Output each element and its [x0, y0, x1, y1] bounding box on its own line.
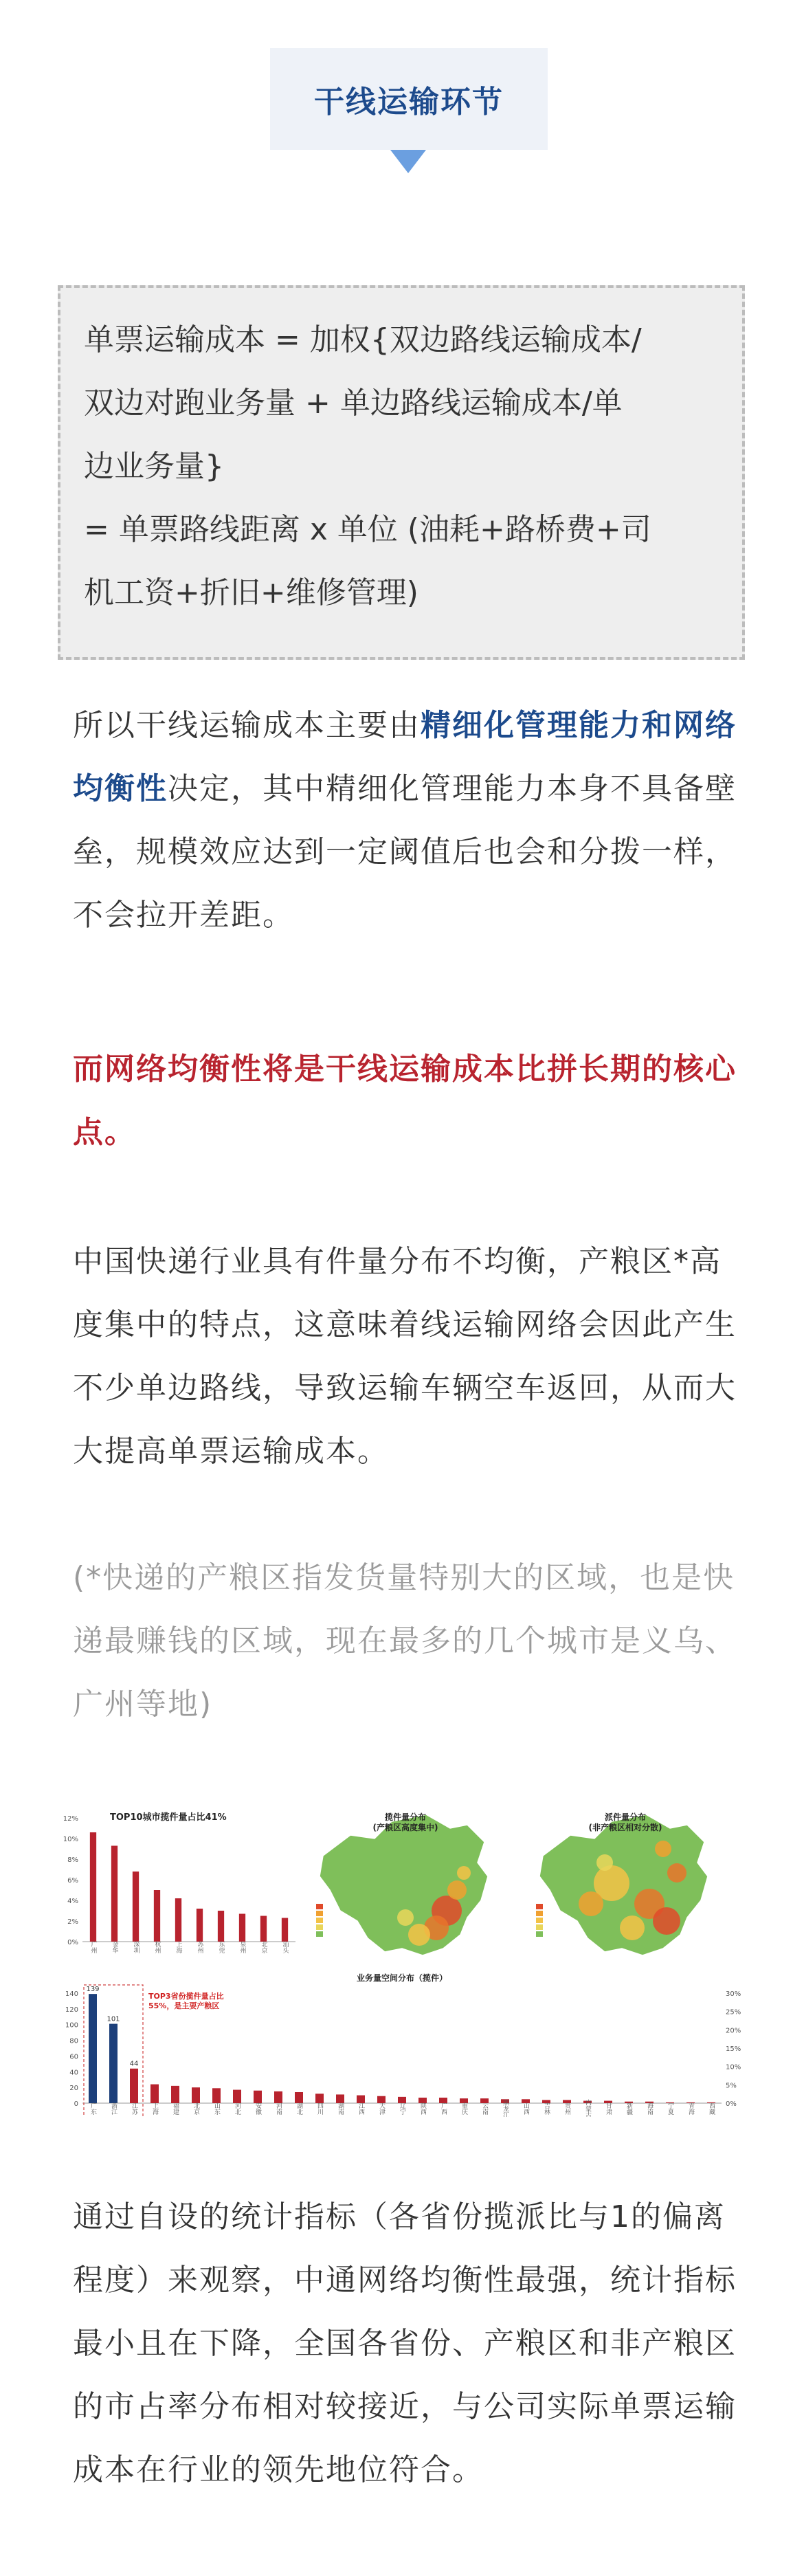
bar [274, 2091, 282, 2103]
para-text: 决定，其中精细化管理能力本身不具备壁垒，规模效应达到一定阈值后也会和分拨一样，不会拉开差距。 [73, 771, 737, 933]
chart-annotation: TOP3省份揽件量占比 [148, 1992, 224, 2001]
heat-spot [579, 1891, 603, 1916]
figure-express-distribution [55, 1801, 749, 2117]
y2-tick-label: 10% [726, 2063, 741, 2072]
map-title: 派件量分布 [604, 1812, 647, 1822]
bar [295, 2092, 303, 2103]
x-tick-label: 北京 [192, 2102, 199, 2115]
map-title: 揽件量分布 [384, 1812, 427, 1822]
legend-swatch [316, 1924, 323, 1930]
legend-swatch [536, 1924, 543, 1930]
x-tick-label: 河南 [275, 2102, 282, 2115]
map-title: (产粮区高度集中) [372, 1823, 438, 1832]
y-tick-label: 80 [69, 2037, 78, 2045]
y-tick-label: 0 [74, 2100, 78, 2108]
bar [133, 1872, 139, 1942]
x-tick-label: 吉林 [543, 2102, 550, 2115]
heat-spot [596, 1854, 613, 1871]
y-tick-label: 40 [69, 2069, 78, 2077]
legend-swatch [536, 1904, 543, 1909]
x-tick-label: 广州 [89, 1941, 97, 1953]
x-tick-label: 湖南 [337, 2102, 344, 2115]
chart-title: 业务量空间分布（揽件） [356, 1973, 448, 1983]
pickup-map [316, 1812, 488, 1955]
y2-tick-label: 30% [726, 1990, 741, 1998]
y-tick-label: 140 [65, 1990, 78, 1998]
x-tick-label: 北京 [260, 1941, 267, 1953]
x-tick-label: 深圳 [132, 1941, 139, 1953]
x-tick-label: 内蒙古 [584, 2099, 591, 2117]
figure-svg [55, 1801, 749, 2117]
x-tick-label: 贵州 [563, 2102, 570, 2115]
formula-line: 机工资+折旧+维修管理) [84, 575, 418, 610]
legend-swatch [536, 1918, 543, 1923]
bar [171, 2086, 179, 2103]
x-tick-label: 海南 [646, 2102, 653, 2115]
bar [260, 1916, 267, 1942]
bar [197, 1909, 203, 1942]
paragraph-footnote: (*快递的产粮区指发货量特别大的区域，也是快递最赚钱的区域，现在最多的几个城市是义乌、广州等地) [73, 1560, 737, 1722]
y-tick-label: 8% [67, 1856, 78, 1864]
highlight-text: 精细化管理能力 [421, 708, 642, 743]
x-tick-label: 西藏 [708, 2102, 715, 2115]
heat-spot [447, 1880, 467, 1900]
y-tick-label: 20 [69, 2085, 78, 2093]
x-tick-label: 河北 [234, 2102, 241, 2115]
x-tick-label: 天津 [378, 2102, 385, 2115]
x-tick-label: 泉州 [238, 1941, 246, 1953]
x-tick-label: 山东 [213, 2102, 220, 2115]
heat-spot [653, 1907, 680, 1935]
province-chart [65, 1973, 741, 2117]
bar [130, 2069, 138, 2103]
y-tick-label: 0% [67, 1939, 78, 1946]
data-label: 101 [107, 2015, 120, 2023]
bar [212, 2088, 221, 2103]
data-label: 139 [86, 1986, 100, 1994]
paragraph-key-point: 而网络均衡性将是干线运输成本比拼长期的核心点。 [73, 1052, 737, 1150]
y2-tick-label: 0% [726, 2100, 737, 2108]
heat-spot [667, 1863, 686, 1883]
paragraph-conclusion: 通过自设的统计指标（各省份揽派比与1的偏离程度）来观察，中通网络均衡性最强，统计指标最小且在下降，全国各省份、产粮区和非产粮区的市占率分布相对较接近，与公司实际单票运输成本在行业的领先地位符合。 [73, 2199, 737, 2487]
x-tick-label: 广西 [440, 2102, 447, 2115]
x-tick-label: 东莞 [217, 1941, 225, 1953]
x-tick-label: 安徽 [254, 2102, 261, 2115]
x-tick-label: 湖北 [295, 2102, 302, 2115]
x-tick-label: 辽宁 [399, 2102, 405, 2115]
x-tick-label: 上海 [151, 2102, 158, 2115]
china-map [539, 1814, 708, 1955]
x-tick-label: 甘肃 [605, 2102, 612, 2115]
y2-tick-label: 15% [726, 2045, 741, 2053]
bar [154, 1890, 160, 1942]
formula-line: 单票运输成本 = 加权{双边路线运输成本/ [84, 322, 642, 357]
section-title-text: 干线运输环节 [314, 85, 504, 120]
section-title [270, 48, 548, 150]
x-tick-label: 四川 [316, 2102, 323, 2115]
x-tick-label: 宁夏 [667, 2102, 673, 2115]
chart-annotation: 55%，是主要产粮区 [148, 2001, 220, 2010]
paragraph-distribution: 中国快递行业具有件量分布不均衡，产粮区*高度集中的特点，这意味着线运输网络会因此产生不少单边路线，导致运输车辆空车返回，从而大大提高单票运输成本。 [73, 1244, 737, 1469]
bar [282, 1918, 288, 1942]
bar [150, 2085, 159, 2103]
heat-spot [397, 1909, 414, 1926]
x-tick-label: 浙江 [110, 2102, 117, 2115]
formula-line: 边业务量} [84, 449, 224, 484]
heat-spot [620, 1916, 645, 1940]
bar [175, 1898, 181, 1942]
y2-tick-label: 5% [726, 2082, 737, 2090]
bar [254, 2091, 262, 2103]
legend-swatch [316, 1931, 323, 1937]
y-tick-label: 6% [67, 1877, 78, 1885]
x-tick-label: 杭州 [153, 1941, 161, 1953]
x-tick-label: 江苏 [131, 2102, 137, 2115]
x-tick-label: 山西 [522, 2102, 529, 2115]
down-arrow-icon [390, 150, 426, 173]
legend-swatch [316, 1911, 323, 1916]
formula-box [58, 285, 745, 660]
bar [218, 1911, 224, 1942]
x-tick-label: 江西 [357, 2102, 364, 2115]
delivery-map [536, 1812, 708, 1955]
bar [192, 2087, 200, 2103]
map-title: (非产粮区相对分散) [588, 1823, 662, 1832]
x-tick-label: 广东 [89, 2102, 96, 2115]
y-tick-label: 60 [69, 2053, 78, 2061]
x-tick-label: 福建 [172, 2102, 179, 2115]
y-tick-label: 4% [67, 1898, 78, 1905]
china-map [320, 1814, 488, 1955]
legend-swatch [316, 1918, 323, 1923]
formula-line: 双边对跑业务量 + 单边路线运输成本/单 [84, 386, 623, 421]
x-tick-label: 黑龙江 [502, 2099, 509, 2117]
y-tick-label: 120 [65, 2006, 78, 2014]
x-tick-label: 苏州 [196, 1941, 203, 1953]
x-tick-label: 陕西 [419, 2102, 426, 2115]
x-tick-label: 云南 [481, 2102, 488, 2115]
y2-tick-label: 20% [726, 2027, 741, 2035]
highlight-text: 和网络均衡性 [73, 708, 737, 806]
para-text: 所以干线运输成本主要由 [73, 708, 421, 743]
x-tick-label: 汕头 [281, 1941, 289, 1953]
legend-swatch [536, 1911, 543, 1916]
bar [109, 2024, 118, 2103]
x-tick-label: 金华 [111, 1941, 118, 1953]
x-tick-label: 青海 [687, 2102, 694, 2115]
heat-spot [655, 1841, 671, 1857]
y-tick-label: 10% [63, 1836, 78, 1843]
y2-tick-label: 25% [726, 2008, 741, 2017]
bar [111, 1846, 118, 1942]
heat-spot [408, 1924, 430, 1946]
heat-spot [457, 1866, 471, 1880]
legend-swatch [316, 1904, 323, 1909]
x-tick-label: 新疆 [625, 2102, 632, 2115]
y-tick-label: 2% [67, 1918, 78, 1926]
chart-title: TOP10城市揽件量占比41% [110, 1812, 227, 1823]
paragraph-network-cost [73, 694, 746, 947]
legend-swatch [536, 1931, 543, 1937]
bar [315, 2094, 324, 2103]
bar [89, 1994, 97, 2103]
x-tick-label: 上海 [175, 1941, 182, 1953]
y-tick-label: 100 [65, 2021, 78, 2030]
bar [239, 1914, 245, 1942]
formula-line: = 单票路线距离 x 单位 (油耗+路桥费+司 [84, 512, 651, 547]
x-tick-label: 重庆 [460, 2102, 467, 2115]
data-label: 44 [129, 2060, 139, 2068]
y-tick-label: 12% [63, 1815, 78, 1823]
bar [90, 1832, 96, 1942]
bar [233, 2090, 241, 2103]
top10-city-chart [63, 1812, 295, 1954]
